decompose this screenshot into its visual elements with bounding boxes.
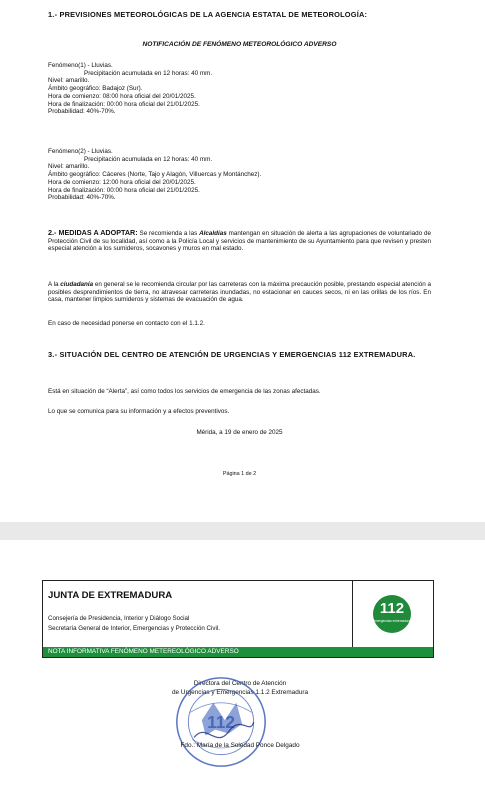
section2-paragraph-2 — [48, 281, 431, 304]
phenomenon-2-start: Hora de comienzo: 12:00 hora oficial del 20/01/2025. — [48, 178, 196, 186]
info-banner: NOTA INFORMATIVA FENÓMENO METEREOLÓGICO ADVERSO — [43, 647, 433, 657]
phenomenon-2-area: Ámbito geográfico: Cáceres (Norte, Tajo y Alagón, Villuercas y Montánchez). — [48, 171, 262, 179]
page-number: Página 1 de 2 — [222, 471, 257, 477]
org-line-2: Secretaría General de Interior, Emergencias y Protección Civil. — [48, 625, 220, 632]
phenomenon-1-start: Hora de comienzo: 08:00 hora oficial del 20/01/2025. — [48, 92, 196, 100]
section2-p2-emphasis: ciudadanía — [60, 281, 94, 288]
emergency-112-logo — [373, 595, 411, 633]
phenomenon-2-level: Nivel: amarillo. — [48, 163, 90, 171]
phenomenon-1-name: Fenómeno(1) - Lluvias. — [48, 62, 113, 69]
phenomenon-2-name: Fenómeno(2) - Lluvias. — [48, 148, 113, 155]
section2-paragraph-1 — [48, 229, 431, 253]
letterhead-box — [42, 580, 434, 658]
phenomenon-1-probability: Probabilidad: 40%-70%. — [48, 108, 116, 116]
section1-title: 1.- PREVISIONES METEOROLÓGICAS DE LA AGENCIA ESTATAL DE METEOROLOGÍA: — [48, 10, 368, 19]
section2-paragraph-3: En caso de necesidad ponerse en contacto con el 1.1.2. — [48, 320, 205, 327]
signer-title-1: Directora del Centro de Atención — [193, 680, 287, 687]
date-line: Mérida, a 19 de enero de 2025 — [196, 429, 283, 436]
phenomenon-1-area: Ámbito geográfico: Badajoz (Sur). — [48, 85, 143, 93]
section2-p2-part-b: en general se le recomienda circular por las carreteras con la máxima precaución posible, prestando especial atención a posibles desprendimientos de tierra, no atravesar carreteras inundadas, no estacionar en cauces secos, ni en las orillas de los ríos. En casa, mantener limpios sumideros y sistemas de evacuación de agua. — [48, 281, 431, 304]
section2-title: 2.- MEDIDAS A ADOPTAR: — [48, 228, 138, 237]
section2-p1-emphasis: Alcaldías — [199, 230, 227, 237]
phenomenon-1-level: Nivel: amarillo. — [48, 77, 90, 85]
phenomenon-2-probability: Probabilidad: 40%-70%. — [48, 194, 116, 202]
official-stamp-icon — [173, 674, 269, 770]
signature-line: Fdo.: María de la Soledad Ponce Delgado — [180, 742, 300, 749]
letterhead-divider — [352, 581, 353, 647]
section3-paragraph: Está en situación de “Alerta”, así como todos los servicios de emergencia de las zonas afectadas. — [48, 388, 321, 395]
phenomenon-2-end: Hora de finalización: 00:00 hora oficial del 21/01/2025. — [48, 186, 200, 194]
org-line-1: Consejería de Presidencia, Interior y Diálogo Social — [48, 615, 190, 622]
phenomenon-1-block — [48, 62, 431, 116]
logo-subtext: emergencias extremadura — [373, 619, 411, 623]
phenomenon-2-detail: Precipitación acumulada en 12 horas: 40 mm. — [84, 155, 213, 163]
notice-title: NOTIFICACIÓN DE FENÓMENO METEOROLÓGICO ADVERSO — [142, 41, 337, 48]
logo-number: 112 — [379, 600, 405, 617]
signer-title-2: de Urgencias y Emergencias 1.1.2 Extremadura — [171, 689, 309, 696]
section2-p2-part-a: A la — [48, 281, 61, 288]
org-title: JUNTA DE EXTREMADURA — [48, 590, 173, 601]
phenomenon-1-detail: Precipitación acumulada en 12 horas: 40 mm. — [84, 69, 213, 77]
section2-p1-part-a: Se recomienda a las — [137, 230, 200, 237]
svg-text:112: 112 — [207, 711, 235, 732]
section3-title: 3.- SITUACIÓN DEL CENTRO DE ATENCIÓN DE URGENCIAS Y EMERGENCIAS 112 EXTREMADURA. — [48, 350, 416, 359]
phenomenon-2-block — [48, 148, 431, 202]
phenomenon-1-end: Hora de finalización: 00:00 hora oficial del 21/01/2025. — [48, 100, 200, 108]
closing-paragraph: Lo que se comunica para su información y a efectos preventivos. — [48, 408, 230, 415]
section2-p1-part-b: mantengan en situación de alerta a las agrupaciones de voluntariado de Protección Civil de su localidad, así como a la Policía Local y servicios de mantenimiento de su Ayuntamiento para que revisen y presten especial atención a los sumideros, socavones y muros en mal estado. — [48, 230, 431, 253]
